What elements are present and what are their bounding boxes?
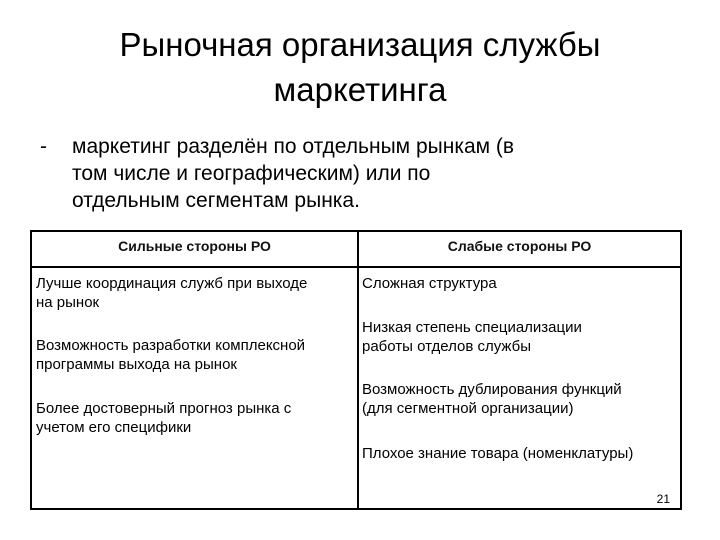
strength-item-line-2: учетом его специфики: [36, 419, 192, 436]
page-number: 21: [656, 492, 670, 506]
comparison-table: [30, 230, 682, 510]
weakness-item: [362, 444, 633, 463]
bullet-line-3: отдельным сегментам рынка.: [72, 189, 360, 212]
slide-title: [60, 22, 660, 112]
slide-title-line-1: Рыночная организация службы: [119, 26, 601, 63]
strength-item-line-1: Лучше координация служб при выходе: [36, 275, 308, 292]
strengths-header: Сильные стороны РО: [118, 238, 271, 254]
weakness-item-line-2: (для сегментной организации): [362, 400, 574, 417]
weakness-item: [362, 380, 622, 418]
weakness-item-line-1: Низкая степень специализации: [362, 319, 582, 336]
weaknesses-header: Слабые стороны РО: [447, 238, 592, 254]
weakness-item-line-1: Возможность дублирования функций: [362, 381, 622, 398]
strength-item: [36, 336, 305, 374]
strength-item-line-1: Более достоверный прогноз рынка с: [36, 400, 292, 417]
table-header-row: [32, 232, 680, 268]
strength-item-line-2: на рынок: [36, 294, 100, 311]
weakness-item: [362, 318, 582, 356]
bullet-line-1: маркетинг разделён по отдельным рынкам (в: [72, 135, 515, 158]
strength-item: [36, 274, 307, 312]
weakness-item-line-1: Сложная структура: [362, 275, 497, 292]
slide-title-line-2: маркетинга: [273, 71, 447, 108]
weakness-item: [362, 274, 497, 293]
bullet-dash: -: [40, 135, 47, 158]
weakness-item-line-1: Плохое знание товара (номенклатуры): [362, 445, 634, 462]
bullet-line-2: том числе и географическим) или по: [72, 162, 431, 185]
strength-item-line-1: Возможность разработки комплексной: [36, 337, 306, 354]
strength-item: [36, 399, 291, 437]
column-divider: [357, 232, 359, 508]
weakness-item-line-2: работы отделов службы: [362, 338, 531, 355]
bullet-paragraph: [40, 133, 680, 214]
bullet-text: [40, 133, 680, 214]
strength-item-line-2: программы выхода на рынок: [36, 356, 237, 373]
